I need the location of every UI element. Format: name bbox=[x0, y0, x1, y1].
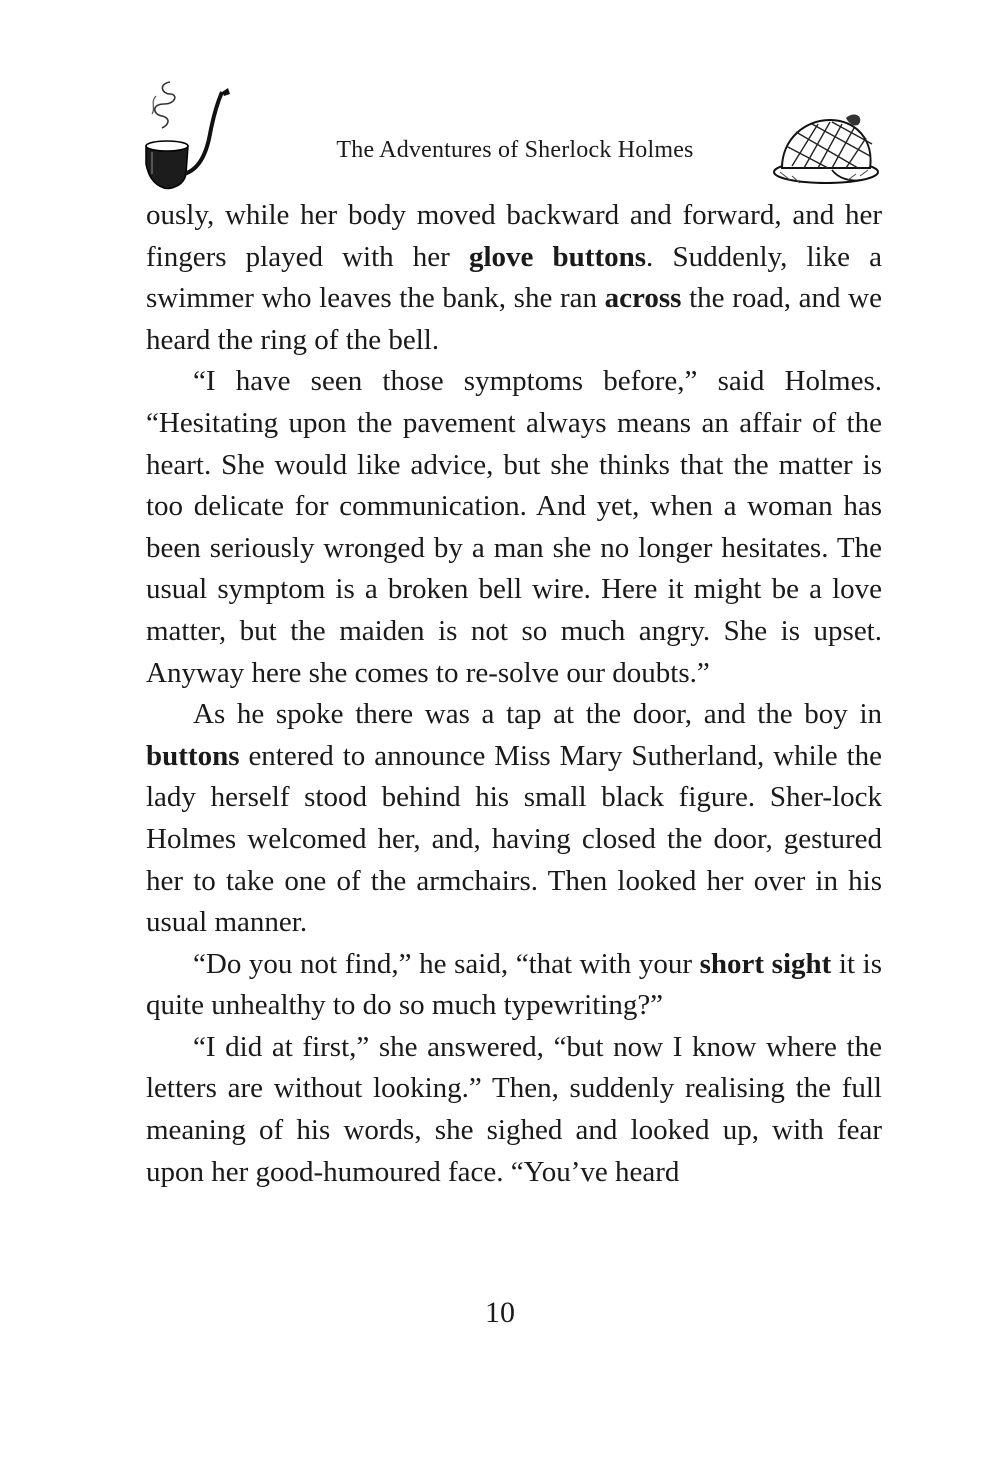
page-number: 10 bbox=[485, 1296, 515, 1329]
running-title: The Adventures of Sherlock Holmes bbox=[336, 137, 694, 163]
text-run: “Do you not find,” he said, “that with your bbox=[193, 947, 700, 980]
bold-term: short sight bbox=[699, 947, 832, 980]
paragraph bbox=[146, 361, 882, 694]
page-header bbox=[0, 0, 1000, 200]
paragraph bbox=[146, 1027, 882, 1193]
text-run: “I did at first,” she answered, “but now I know where the letters are without looking.” Then, suddenly realising the full meaning of his words, she sighed and looked up, with fear upon her good-humoured face. “You’ve heard bbox=[146, 1030, 882, 1188]
text-run: it is quite unhealthy to do so much typewriting?” bbox=[146, 947, 882, 1022]
text-run: “I have seen those symptoms before,” said Holmes. “Hesitating upon the pavement always means an affair of the heart. She would like advice, but she thinks that the matter is too delicate for communication. And yet, when a woman has been seriously wronged by a man she no longer hesitates. The usual symptom is a broken bell wire. Here it might be a love matter, but the maiden is not so much angry. She is upset. Anyway here she comes to re-solve our doubts.” bbox=[146, 365, 882, 689]
bold-term: across bbox=[604, 282, 682, 315]
paragraph bbox=[146, 694, 882, 944]
paragraph bbox=[146, 195, 882, 361]
bold-term: glove buttons bbox=[468, 240, 647, 273]
text-run: the road, and we heard the ring of the bell. bbox=[146, 282, 882, 356]
pipe-icon bbox=[140, 78, 232, 193]
deerstalker-hat-icon bbox=[770, 110, 882, 188]
body-text bbox=[146, 195, 882, 1193]
text-run: ously, while her body moved backward and forward, and her fingers played with her bbox=[146, 199, 882, 273]
text-run: As he spoke there was a tap at the door, and the boy in bbox=[193, 698, 882, 731]
text-run: entered to announce Miss Mary Sutherland, while the lady herself stood behind his small black figure. Sher-lock Holmes welcomed her, and, having closed the door, gestured her to take one of the armchairs. Then looked her over in his usual manner. bbox=[146, 739, 882, 939]
text-run: . Suddenly, like a swimmer who leaves the bank, she ran bbox=[146, 240, 882, 315]
paragraph bbox=[146, 944, 882, 1027]
bold-term: buttons bbox=[146, 739, 240, 772]
